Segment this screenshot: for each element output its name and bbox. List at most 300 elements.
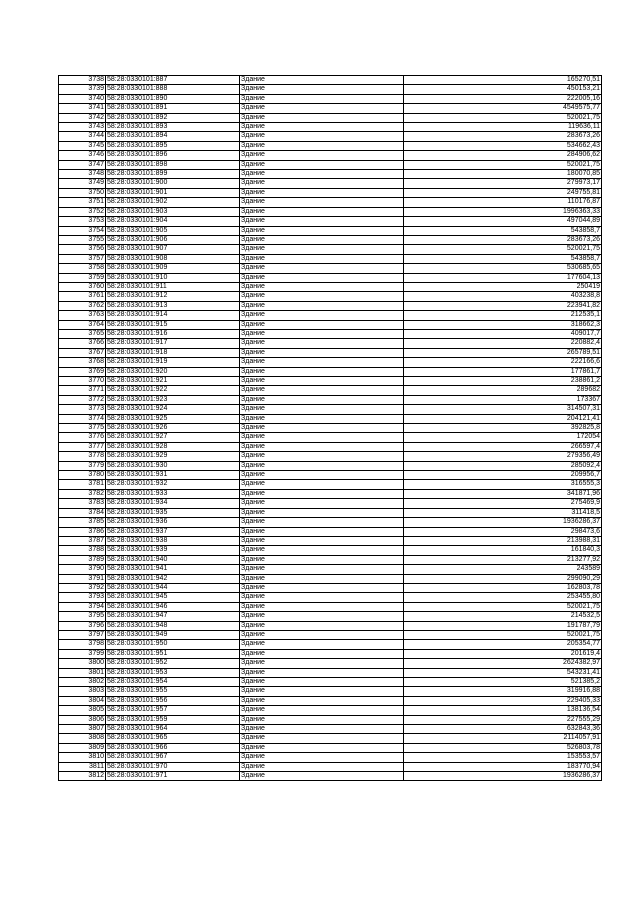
cadastral-number-cell: 58:28:0330101:956	[106, 696, 240, 705]
cadastral-number-cell: 58:28:0330101:932	[106, 480, 240, 489]
row-number-cell: 3783	[59, 499, 106, 508]
row-number-cell: 3774	[59, 414, 106, 423]
table-row	[59, 395, 602, 404]
cadastral-value-cell: 285092,4	[404, 461, 602, 470]
table-row	[59, 311, 602, 320]
table-row	[59, 170, 602, 179]
row-number-cell: 3812	[59, 772, 106, 781]
table-row	[59, 320, 602, 329]
object-type-cell: Здание	[240, 141, 404, 150]
cadastral-value-cell: 204121,41	[404, 414, 602, 423]
cadastral-value-cell: 520021,75	[404, 602, 602, 611]
cadastral-number-cell: 58:28:0330101:888	[106, 85, 240, 94]
row-number-cell: 3765	[59, 329, 106, 338]
row-number-cell: 3772	[59, 395, 106, 404]
row-number-cell: 3752	[59, 207, 106, 216]
table-row	[59, 555, 602, 564]
row-number-cell: 3750	[59, 188, 106, 197]
cadastral-value-cell: 214532,5	[404, 612, 602, 621]
row-number-cell: 3802	[59, 678, 106, 687]
table-row	[59, 198, 602, 207]
table-row	[59, 301, 602, 310]
table-row	[59, 217, 602, 226]
row-number-cell: 3791	[59, 574, 106, 583]
cadastral-number-cell: 58:28:0330101:909	[106, 264, 240, 273]
table-row	[59, 433, 602, 442]
cadastral-value-cell: 253455,80	[404, 593, 602, 602]
cadastral-number-cell: 58:28:0330101:951	[106, 649, 240, 658]
row-number-cell: 3773	[59, 405, 106, 414]
cadastral-value-cell: 243589	[404, 565, 602, 574]
object-type-cell: Здание	[240, 245, 404, 254]
cadastral-value-cell: 119636,11	[404, 123, 602, 132]
row-number-cell: 3784	[59, 508, 106, 517]
table-row	[59, 574, 602, 583]
cadastral-number-cell: 58:28:0330101:959	[106, 715, 240, 724]
row-number-cell: 3751	[59, 198, 106, 207]
cadastral-value-cell: 284906,62	[404, 151, 602, 160]
object-type-cell: Здание	[240, 320, 404, 329]
row-number-cell: 3799	[59, 649, 106, 658]
cadastral-number-cell: 58:28:0330101:953	[106, 668, 240, 677]
row-number-cell: 3800	[59, 659, 106, 668]
row-number-cell: 3778	[59, 452, 106, 461]
table-row	[59, 104, 602, 113]
spreadsheet-table	[58, 75, 602, 781]
row-number-cell: 3782	[59, 489, 106, 498]
cadastral-value-cell: 520021,75	[404, 245, 602, 254]
table-row	[59, 76, 602, 85]
cadastral-value-cell: 4549575,77	[404, 104, 602, 113]
cadastral-number-cell: 58:28:0330101:912	[106, 292, 240, 301]
row-number-cell: 3747	[59, 160, 106, 169]
cadastral-value-cell: 180070,85	[404, 170, 602, 179]
cadastral-value-cell: 314507,31	[404, 405, 602, 414]
object-type-cell: Здание	[240, 630, 404, 639]
table-row	[59, 339, 602, 348]
table-row	[59, 593, 602, 602]
object-type-cell: Здание	[240, 395, 404, 404]
table-row	[59, 753, 602, 762]
cadastral-value-cell: 318662,3	[404, 320, 602, 329]
cadastral-number-cell: 58:28:0330101:913	[106, 301, 240, 310]
table-row	[59, 207, 602, 216]
cadastral-number-cell: 58:28:0330101:894	[106, 132, 240, 141]
cadastral-number-cell: 58:28:0330101:921	[106, 377, 240, 386]
cadastral-value-cell: 497044,89	[404, 217, 602, 226]
cadastral-value-cell: 534662,43	[404, 141, 602, 150]
cadastral-value-cell: 209956,7	[404, 471, 602, 480]
object-type-cell: Здание	[240, 734, 404, 743]
cadastral-value-cell: 173367	[404, 395, 602, 404]
cadastral-value-cell: 341871,96	[404, 489, 602, 498]
cadastral-number-cell: 58:28:0330101:954	[106, 678, 240, 687]
cadastral-value-cell: 543858,7	[404, 226, 602, 235]
object-type-cell: Здание	[240, 536, 404, 545]
row-number-cell: 3794	[59, 602, 106, 611]
row-number-cell: 3739	[59, 85, 106, 94]
row-number-cell: 3759	[59, 273, 106, 282]
cadastral-value-cell: 220882,4	[404, 339, 602, 348]
cadastral-value-cell: 311418,5	[404, 508, 602, 517]
table-row	[59, 151, 602, 160]
object-type-cell: Здание	[240, 555, 404, 564]
cadastral-value-cell: 183770,94	[404, 762, 602, 771]
object-type-cell: Здание	[240, 377, 404, 386]
cadastral-number-cell: 58:28:0330101:887	[106, 76, 240, 85]
cadastral-number-cell: 58:28:0330101:971	[106, 772, 240, 781]
table-row	[59, 480, 602, 489]
cadastral-number-cell: 58:28:0330101:937	[106, 527, 240, 536]
object-type-cell: Здание	[240, 621, 404, 630]
cadastral-value-cell: 238861,2	[404, 377, 602, 386]
object-type-cell: Здание	[240, 76, 404, 85]
table-row	[59, 508, 602, 517]
cadastral-number-cell: 58:28:0330101:908	[106, 254, 240, 263]
table-row	[59, 94, 602, 103]
cadastral-value-cell: 299090,29	[404, 574, 602, 583]
cadastral-value-cell: 222005,16	[404, 94, 602, 103]
row-number-cell: 3748	[59, 170, 106, 179]
cadastral-value-cell: 191787,79	[404, 621, 602, 630]
cadastral-number-cell: 58:28:0330101:967	[106, 753, 240, 762]
row-number-cell: 3770	[59, 377, 106, 386]
object-type-cell: Здание	[240, 151, 404, 160]
object-type-cell: Здание	[240, 753, 404, 762]
row-number-cell: 3754	[59, 226, 106, 235]
row-number-cell: 3761	[59, 292, 106, 301]
object-type-cell: Здание	[240, 301, 404, 310]
cadastral-number-cell: 58:28:0330101:902	[106, 198, 240, 207]
row-number-cell: 3804	[59, 696, 106, 705]
object-type-cell: Здание	[240, 574, 404, 583]
row-number-cell: 3746	[59, 151, 106, 160]
cadastral-value-cell: 2114057,91	[404, 734, 602, 743]
cadastral-number-cell: 58:28:0330101:904	[106, 217, 240, 226]
object-type-cell: Здание	[240, 612, 404, 621]
cadastral-number-cell: 58:28:0330101:965	[106, 734, 240, 743]
cadastral-value-cell: 526803,78	[404, 743, 602, 752]
cadastral-value-cell: 205354,77	[404, 640, 602, 649]
object-type-cell: Здание	[240, 593, 404, 602]
cadastral-value-cell: 162803,78	[404, 583, 602, 592]
cadastral-number-cell: 58:28:0330101:910	[106, 273, 240, 282]
table-row	[59, 489, 602, 498]
cadastral-number-cell: 58:28:0330101:890	[106, 94, 240, 103]
row-number-cell: 3745	[59, 141, 106, 150]
cadastral-value-cell: 212535,1	[404, 311, 602, 320]
row-number-cell: 3760	[59, 282, 106, 291]
row-number-cell: 3742	[59, 113, 106, 122]
table-row	[59, 188, 602, 197]
table-row	[59, 668, 602, 677]
cadastral-value-cell: 1936286,37	[404, 518, 602, 527]
object-type-cell: Здание	[240, 405, 404, 414]
object-type-cell: Здание	[240, 461, 404, 470]
cadastral-value-cell: 153553,57	[404, 753, 602, 762]
cadastral-number-cell: 58:28:0330101:935	[106, 508, 240, 517]
table-row	[59, 132, 602, 141]
object-type-cell: Здание	[240, 640, 404, 649]
table-row	[59, 292, 602, 301]
cadastral-number-cell: 58:28:0330101:966	[106, 743, 240, 752]
cadastral-number-cell: 58:28:0330101:920	[106, 367, 240, 376]
table-row	[59, 85, 602, 94]
cadastral-value-cell: 520021,75	[404, 630, 602, 639]
cadastral-number-cell: 58:28:0330101:942	[106, 574, 240, 583]
cadastral-value-cell: 289682	[404, 386, 602, 395]
cadastral-number-cell: 58:28:0330101:903	[106, 207, 240, 216]
object-type-cell: Здание	[240, 226, 404, 235]
row-number-cell: 3792	[59, 583, 106, 592]
object-type-cell: Здание	[240, 367, 404, 376]
table-row	[59, 772, 602, 781]
object-type-cell: Здание	[240, 565, 404, 574]
cadastral-number-cell: 58:28:0330101:939	[106, 546, 240, 555]
cadastral-value-cell: 403238,8	[404, 292, 602, 301]
object-type-cell: Здание	[240, 442, 404, 451]
cadastral-value-cell: 227555,29	[404, 715, 602, 724]
table-row	[59, 141, 602, 150]
table-row	[59, 678, 602, 687]
object-type-cell: Здание	[240, 480, 404, 489]
cadastral-value-cell: 520021,75	[404, 113, 602, 122]
table-row	[59, 536, 602, 545]
cadastral-number-cell: 58:28:0330101:947	[106, 612, 240, 621]
object-type-cell: Здание	[240, 518, 404, 527]
object-type-cell: Здание	[240, 715, 404, 724]
object-type-cell: Здание	[240, 762, 404, 771]
row-number-cell: 3776	[59, 433, 106, 442]
cadastral-value-cell: 161840,3	[404, 546, 602, 555]
cadastral-value-cell: 110176,87	[404, 198, 602, 207]
object-type-cell: Здание	[240, 113, 404, 122]
object-type-cell: Здание	[240, 508, 404, 517]
cadastral-value-cell: 283673,26	[404, 235, 602, 244]
cadastral-number-cell: 58:28:0330101:970	[106, 762, 240, 771]
object-type-cell: Здание	[240, 452, 404, 461]
object-type-cell: Здание	[240, 678, 404, 687]
cadastral-number-cell: 58:28:0330101:905	[106, 226, 240, 235]
row-number-cell: 3810	[59, 753, 106, 762]
object-type-cell: Здание	[240, 659, 404, 668]
table-row	[59, 424, 602, 433]
object-type-cell: Здание	[240, 339, 404, 348]
table-row	[59, 734, 602, 743]
row-number-cell: 3806	[59, 715, 106, 724]
row-number-cell: 3781	[59, 480, 106, 489]
object-type-cell: Здание	[240, 264, 404, 273]
cadastral-number-cell: 58:28:0330101:923	[106, 395, 240, 404]
table-row	[59, 452, 602, 461]
cadastral-number-cell: 58:28:0330101:892	[106, 113, 240, 122]
table-body	[59, 76, 602, 781]
object-type-cell: Здание	[240, 235, 404, 244]
cadastral-number-cell: 58:28:0330101:901	[106, 188, 240, 197]
table-row	[59, 226, 602, 235]
table-row	[59, 640, 602, 649]
table-row	[59, 762, 602, 771]
table-row	[59, 358, 602, 367]
row-number-cell: 3796	[59, 621, 106, 630]
table-row	[59, 442, 602, 451]
row-number-cell: 3769	[59, 367, 106, 376]
object-type-cell: Здание	[240, 668, 404, 677]
table-row	[59, 602, 602, 611]
cadastral-number-cell: 58:28:0330101:895	[106, 141, 240, 150]
object-type-cell: Здание	[240, 772, 404, 781]
cadastral-value-cell: 275469,9	[404, 499, 602, 508]
row-number-cell: 3789	[59, 555, 106, 564]
cadastral-value-cell: 213988,31	[404, 536, 602, 545]
cadastral-value-cell: 298473,6	[404, 527, 602, 536]
object-type-cell: Здание	[240, 132, 404, 141]
cadastral-value-cell: 319916,88	[404, 687, 602, 696]
table-row	[59, 499, 602, 508]
cadastral-value-cell: 279356,49	[404, 452, 602, 461]
cadastral-value-cell: 265789,51	[404, 348, 602, 357]
object-type-cell: Здание	[240, 311, 404, 320]
cadastral-number-cell: 58:28:0330101:941	[106, 565, 240, 574]
object-type-cell: Здание	[240, 706, 404, 715]
row-number-cell: 3786	[59, 527, 106, 536]
cadastral-value-cell: 266597,4	[404, 442, 602, 451]
row-number-cell: 3767	[59, 348, 106, 357]
row-number-cell: 3779	[59, 461, 106, 470]
object-type-cell: Здание	[240, 123, 404, 132]
cadastral-number-cell: 58:28:0330101:918	[106, 348, 240, 357]
row-number-cell: 3744	[59, 132, 106, 141]
cadastral-number-cell: 58:28:0330101:948	[106, 621, 240, 630]
cadastral-number-cell: 58:28:0330101:952	[106, 659, 240, 668]
cadastral-value-cell: 138136,54	[404, 706, 602, 715]
object-type-cell: Здание	[240, 282, 404, 291]
cadastral-value-cell: 543231,41	[404, 668, 602, 677]
object-type-cell: Здание	[240, 85, 404, 94]
cadastral-value-cell: 392825,8	[404, 424, 602, 433]
object-type-cell: Здание	[240, 527, 404, 536]
cadastral-number-cell: 58:28:0330101:936	[106, 518, 240, 527]
row-number-cell: 3756	[59, 245, 106, 254]
cadastral-value-cell: 520021,75	[404, 160, 602, 169]
row-number-cell: 3740	[59, 94, 106, 103]
cadastral-number-cell: 58:28:0330101:900	[106, 179, 240, 188]
object-type-cell: Здание	[240, 414, 404, 423]
table-row	[59, 630, 602, 639]
cadastral-value-cell: 172054	[404, 433, 602, 442]
row-number-cell: 3788	[59, 546, 106, 555]
object-type-cell: Здание	[240, 160, 404, 169]
row-number-cell: 3787	[59, 536, 106, 545]
row-number-cell: 3809	[59, 743, 106, 752]
table-row	[59, 518, 602, 527]
cadastral-number-cell: 58:28:0330101:917	[106, 339, 240, 348]
table-row	[59, 527, 602, 536]
row-number-cell: 3790	[59, 565, 106, 574]
table-row	[59, 546, 602, 555]
object-type-cell: Здание	[240, 329, 404, 338]
object-type-cell: Здание	[240, 424, 404, 433]
row-number-cell: 3753	[59, 217, 106, 226]
cadastral-value-cell: 222166,6	[404, 358, 602, 367]
row-number-cell: 3811	[59, 762, 106, 771]
cadastral-number-cell: 58:28:0330101:922	[106, 386, 240, 395]
table-row	[59, 649, 602, 658]
table-row	[59, 367, 602, 376]
table-row	[59, 113, 602, 122]
object-type-cell: Здание	[240, 489, 404, 498]
cadastral-number-cell: 58:28:0330101:964	[106, 725, 240, 734]
cadastral-number-cell: 58:28:0330101:928	[106, 442, 240, 451]
row-number-cell: 3741	[59, 104, 106, 113]
row-number-cell: 3743	[59, 123, 106, 132]
object-type-cell: Здание	[240, 649, 404, 658]
row-number-cell: 3763	[59, 311, 106, 320]
cadastral-value-cell: 1936286,37	[404, 772, 602, 781]
cadastral-number-cell: 58:28:0330101:950	[106, 640, 240, 649]
cadastral-number-cell: 58:28:0330101:929	[106, 452, 240, 461]
table-row	[59, 264, 602, 273]
cadastral-value-cell: 283673,26	[404, 132, 602, 141]
cadastral-number-cell: 58:28:0330101:899	[106, 170, 240, 179]
table-row	[59, 621, 602, 630]
table-row	[59, 461, 602, 470]
object-type-cell: Здание	[240, 358, 404, 367]
cadastral-number-cell: 58:28:0330101:945	[106, 593, 240, 602]
object-type-cell: Здание	[240, 348, 404, 357]
row-number-cell: 3766	[59, 339, 106, 348]
cadastral-number-cell: 58:28:0330101:949	[106, 630, 240, 639]
object-type-cell: Здание	[240, 207, 404, 216]
cadastral-number-cell: 58:28:0330101:925	[106, 414, 240, 423]
cadastral-number-cell: 58:28:0330101:946	[106, 602, 240, 611]
cadastral-value-cell: 223941,82	[404, 301, 602, 310]
object-type-cell: Здание	[240, 292, 404, 301]
table-row	[59, 687, 602, 696]
object-type-cell: Здание	[240, 188, 404, 197]
object-type-cell: Здание	[240, 198, 404, 207]
object-type-cell: Здание	[240, 687, 404, 696]
cadastral-number-cell: 58:28:0330101:896	[106, 151, 240, 160]
object-type-cell: Здание	[240, 499, 404, 508]
row-number-cell: 3777	[59, 442, 106, 451]
cadastral-number-cell: 58:28:0330101:911	[106, 282, 240, 291]
cadastral-value-cell: 521385,2	[404, 678, 602, 687]
table-row	[59, 743, 602, 752]
object-type-cell: Здание	[240, 179, 404, 188]
cadastral-number-cell: 58:28:0330101:955	[106, 687, 240, 696]
row-number-cell: 3749	[59, 179, 106, 188]
cadastral-number-cell: 58:28:0330101:933	[106, 489, 240, 498]
cadastral-value-cell: 177861,7	[404, 367, 602, 376]
cadastral-number-cell: 58:28:0330101:940	[106, 555, 240, 564]
table-row	[59, 329, 602, 338]
row-number-cell: 3780	[59, 471, 106, 480]
table-row	[59, 565, 602, 574]
row-number-cell: 3801	[59, 668, 106, 677]
cadastral-number-cell: 58:28:0330101:914	[106, 311, 240, 320]
cadastral-number-cell: 58:28:0330101:930	[106, 461, 240, 470]
cadastral-number-cell: 58:28:0330101:938	[106, 536, 240, 545]
table-row	[59, 235, 602, 244]
row-number-cell: 3785	[59, 518, 106, 527]
cadastral-value-cell: 409017,7	[404, 329, 602, 338]
table-row	[59, 715, 602, 724]
cadastral-value-cell: 213277,92	[404, 555, 602, 564]
cadastral-value-cell: 530685,65	[404, 264, 602, 273]
row-number-cell: 3793	[59, 593, 106, 602]
cadastral-number-cell: 58:28:0330101:924	[106, 405, 240, 414]
